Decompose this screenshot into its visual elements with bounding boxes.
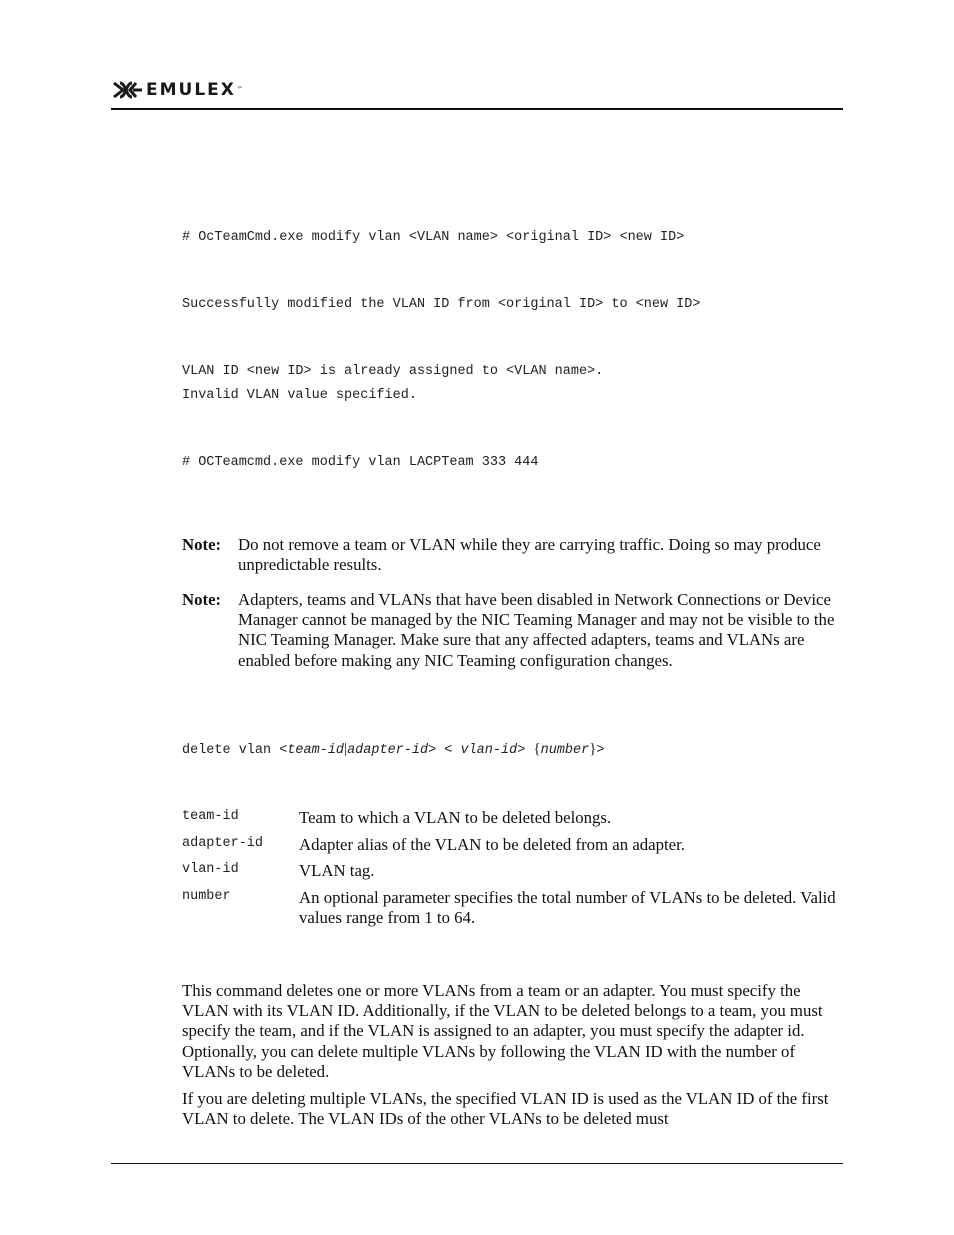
param-desc: An optional parameter specifies the total number of VLANs to be deleted. Valid values range from 1 to 64. <box>299 888 836 928</box>
emulex-mark-icon <box>112 81 144 99</box>
note-traffic <box>182 535 842 575</box>
description-paragraph-2: If you are deleting multiple VLANs, the specified VLAN ID is used as the VLAN ID of the first VLAN to delete. The VLAN IDs of the other VLANs to be deleted must <box>182 1089 829 1129</box>
param-name: adapter-id <box>182 836 264 851</box>
description-paragraph-1: This command deletes one or more VLANs from a team or an adapter. You must specify the VLAN with its VLAN ID. Additionally, if the VLAN to be deleted belongs to a team, you must specify the team, and if the VLAN is assigned to an adapter, you must specify the adapter id. Optionally, you can delete multiple VLANs by following the VLAN ID with the number of VLANs to be deleted. <box>182 981 823 1081</box>
modify-error-output-1: VLAN ID <new ID> is already assigned to <VLAN name>. <box>182 364 604 379</box>
param-desc: VLAN tag. <box>299 861 375 880</box>
brace-open: { <box>533 741 541 757</box>
note-text: Do not remove a team or VLAN while they are carrying traffic. Doing so may produce unpredictable results. <box>238 535 821 575</box>
brace-close: } <box>589 741 597 757</box>
footer-rule <box>111 1163 843 1164</box>
arg-team-id: team-id <box>287 743 345 758</box>
syntax-pipe: | <box>344 741 348 757</box>
modify-success-output: Successfully modified the VLAN ID from <original ID> to <new ID> <box>182 297 701 312</box>
delete-syntax-line <box>182 740 605 760</box>
arg-vlan-id: vlan-id <box>460 743 518 758</box>
header-rule <box>111 108 843 110</box>
syntax-suffix: > <box>596 743 605 758</box>
modify-error-output-2: Invalid VLAN value specified. <box>182 388 417 403</box>
emulex-logo <box>112 80 243 100</box>
param-name: team-id <box>182 809 239 824</box>
syntax-close: > <box>517 743 534 758</box>
modify-syntax-line: # OcTeamCmd.exe modify vlan <VLAN name> <original ID> <new ID> <box>182 230 685 245</box>
param-desc: Adapter alias of the VLAN to be deleted from an adapter. <box>299 835 685 854</box>
note-label: Note: <box>182 590 222 609</box>
brand-name: EMULEX <box>146 80 236 100</box>
modify-example-line: # OCTeamcmd.exe modify vlan LACPTeam 333 444 <box>182 455 539 470</box>
param-name: vlan-id <box>182 862 239 877</box>
trademark-symbol: ™ <box>236 86 243 93</box>
arg-number: number <box>540 743 590 758</box>
syntax-middle: > < <box>428 743 461 758</box>
syntax-prefix: delete vlan < <box>182 743 288 758</box>
param-name: number <box>182 889 231 904</box>
note-disabled-adapters <box>182 590 842 671</box>
note-text: Adapters, teams and VLANs that have been disabled in Network Connections or Device Manager cannot be managed by the NIC Teaming Manager and may not be visible to the NIC Teaming Manager. Make sure that any affected adapters, teams and VLANs are enabled before making any NIC Teaming configuration changes. <box>238 590 835 670</box>
arg-adapter-id: adapter-id <box>347 743 429 758</box>
param-desc: Team to which a VLAN to be deleted belongs. <box>299 808 612 827</box>
note-label: Note: <box>182 535 222 554</box>
